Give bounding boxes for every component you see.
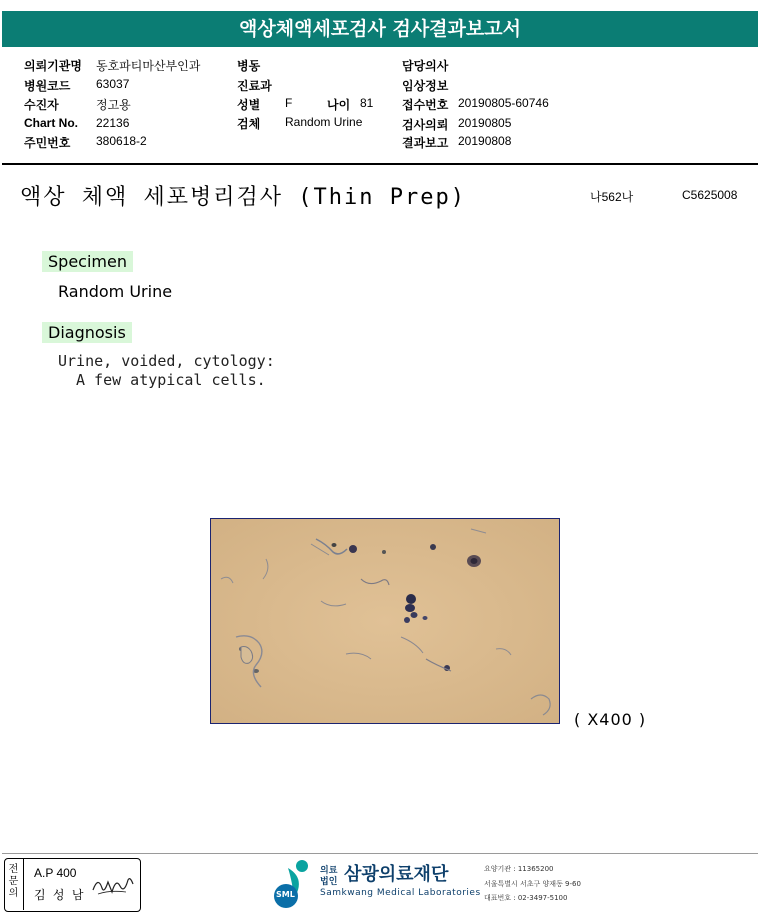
diagnosis-line-1: Urine, voided, cytology: (58, 352, 275, 370)
value-report-date: 20190808 (458, 134, 512, 148)
label-resident-number: 주민번호 (24, 136, 71, 150)
report-title: 액상체액세포검사 검사결과보고서 (2, 11, 758, 47)
footer-divider (2, 853, 758, 854)
label-request-date: 검사의뢰 (402, 118, 449, 132)
header-divider (2, 163, 758, 165)
doctor-name: 김 성 남 (34, 888, 86, 902)
label-attending-doctor: 담당의사 (402, 59, 449, 73)
label-sex: 성별 (237, 98, 261, 112)
label-report-date: 결과보고 (402, 136, 449, 150)
specialist-vertical-label (4, 858, 24, 910)
label-specimen-type: 검체 (237, 117, 261, 131)
label-department: 진료과 (237, 79, 272, 93)
diagnosis-label: Diagnosis (42, 322, 132, 343)
value-age: 81 (360, 96, 374, 110)
value-resident-number: 380618-2 (96, 134, 147, 148)
value-accession-number: 20190805-60746 (458, 96, 549, 110)
specimen-value: Random Urine (58, 282, 173, 301)
value-request-date: 20190805 (458, 116, 512, 130)
label-clinical-info: 임상정보 (402, 79, 449, 93)
value-specimen-type: Random Urine (285, 115, 363, 129)
org-address: 서울특별시 서초구 양재동 9-60 (484, 880, 581, 888)
value-hospital-code: 63037 (96, 77, 130, 91)
org-name-english: Samkwang Medical Laboratories (320, 888, 481, 898)
value-patient-name: 정고용 (96, 98, 131, 112)
handwritten-signature (90, 872, 136, 902)
sml-logo (270, 858, 316, 914)
signature-scribble (90, 872, 136, 898)
sml-logo-mark (270, 858, 316, 910)
institution-code: 요양기관 : 11365200 (484, 865, 554, 873)
exam-title: 액상 체액 세포병리검사 (Thin Prep) (20, 185, 466, 210)
exam-code-1: 나562나 (590, 190, 634, 204)
label-ward: 병동 (237, 59, 261, 73)
ap-number: A.P 400 (34, 866, 77, 880)
label-requesting-institution: 의뢰기관명 (24, 59, 82, 73)
exam-code-2: C5625008 (682, 188, 738, 202)
magnification-label: ( X400 ) (574, 710, 647, 729)
value-requesting-institution: 동호파티마산부인과 (96, 59, 201, 73)
value-sex: F (285, 96, 293, 110)
label-chart-no: Chart No. (24, 116, 78, 130)
org-phone: 대표번호 : 02-3497-5100 (484, 894, 568, 902)
label-patient-name: 수진자 (24, 98, 59, 112)
label-hospital-code: 병원코드 (24, 79, 71, 93)
org-name: 삼광의료재단 (344, 864, 449, 885)
specialist-label-text: 전문의 (8, 864, 19, 899)
cytology-micrograph (210, 518, 560, 724)
logo-badge-text: SML (276, 890, 295, 899)
specimen-label: Specimen (42, 251, 133, 272)
corp-type-line-2: 법인 (320, 877, 338, 887)
micrograph-drawing (211, 519, 559, 723)
label-accession-number: 접수번호 (402, 98, 449, 112)
diagnosis-line-2: A few atypical cells. (76, 371, 266, 389)
value-chart-no: 22136 (96, 116, 130, 130)
corp-type-line-1: 의료 (320, 866, 338, 876)
label-age: 나이 (327, 98, 351, 112)
